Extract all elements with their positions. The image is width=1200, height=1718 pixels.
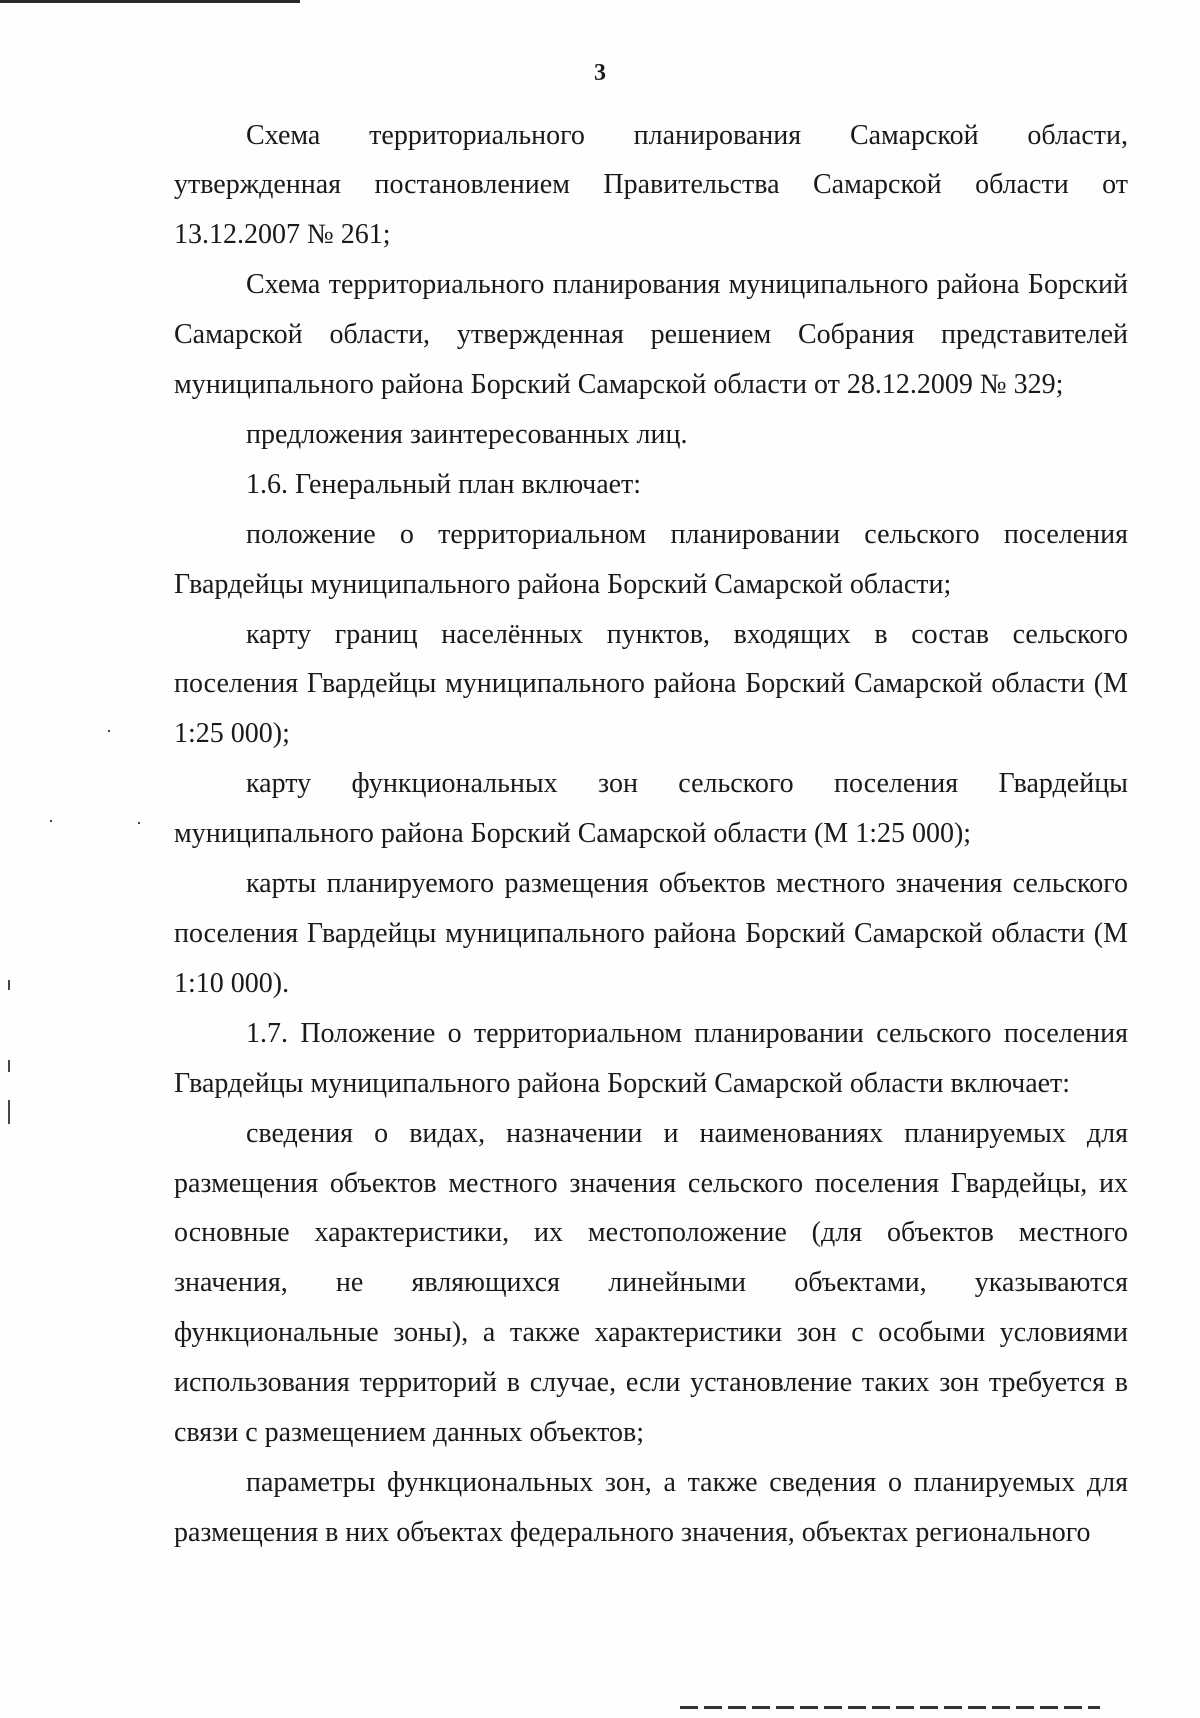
paragraph-4: 1.6. Генеральный план включает: (246, 468, 642, 500)
paragraph-1: Схема территориального планирования Самарской области, утвержденная постановлением Правительства Самарской области от 13.12.2007 № 261; (174, 119, 1128, 251)
paragraph-3: предложения заинтересованных лиц. (246, 418, 688, 450)
paragraph-2: Схема территориального планирования муниципального района Борский Самарской области, утвержденная решением Собрания представителей муниципального района Борский Самарской области от 28.12.2009 № 329; (174, 269, 1128, 401)
scan-speck (50, 820, 52, 822)
paragraph-11: параметры функциональных зон, а также сведения о планируемых для размещения в них объектах федерального значения, объектах регионального (174, 1466, 1128, 1548)
scan-edge-line-bottom (680, 1706, 1100, 1709)
scan-speck (8, 1060, 10, 1072)
paragraph-6: карту границ населённых пунктов, входящих в состав сельского поселения Гвардейцы муниципального района Борский Самарской области (М 1:25 000); (174, 618, 1128, 750)
paragraph-8: карты планируемого размещения объектов местного значения сельского поселения Гвардейцы муниципального района Борский Самарской области (М 1:10 000). (174, 868, 1128, 999)
page-number: 3 (594, 60, 606, 86)
scan-speck (8, 980, 10, 990)
scan-speck (138, 822, 140, 824)
paragraph-10: сведения о видах, назначении и наименованиях планируемых для размещения объектов местного значения сельского поселения Гвардейцы, их основные характеристики, их местоположение (для объектов местного значения, не являющихся линейными объектами, указываются функциональные зоны), а также характеристики зон с особыми условиями использования территорий в случае, если установление таких зон требуется в связи с размещением данных объектов; (174, 1117, 1128, 1449)
paragraph-7: карту функциональных зон сельского поселения Гвардейцы муниципального района Борский Самарской области (М 1:25 000); (174, 768, 1128, 850)
scan-speck (108, 730, 110, 732)
scan-edge-line (0, 0, 300, 3)
scan-speck (8, 1100, 10, 1124)
paragraph-9: 1.7. Положение о территориальном планировании сельского поселения Гвардейцы муниципального района Борский Самарской области включает: (174, 1017, 1128, 1099)
document-body (174, 111, 1128, 1558)
paragraph-5: положение о территориальном планировании сельского поселения Гвардейцы муниципального района Борский Самарской области; (174, 518, 1128, 600)
